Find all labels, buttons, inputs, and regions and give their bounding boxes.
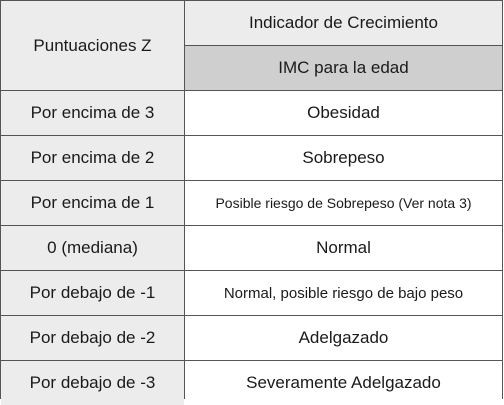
- classification-cell: Adelgazado: [185, 316, 502, 360]
- z-score-cell: 0 (mediana): [1, 226, 184, 270]
- z-score-cell: Por debajo de -1: [1, 271, 184, 315]
- growth-indicator-label: Indicador de Crecimiento: [249, 13, 438, 32]
- z-score-header: [1, 1, 184, 90]
- classification-cell: Posible riesgo de Sobrepeso (Ver nota 3): [185, 181, 502, 225]
- z-score-cell: Por encima de 1: [1, 181, 184, 225]
- growth-indicator-header: [185, 1, 502, 45]
- classification-cell: Normal, posible riesgo de bajo peso: [185, 271, 502, 315]
- bmi-for-age-header: [185, 46, 502, 90]
- z-score-cell: Por encima de 2: [1, 136, 184, 180]
- classification-cell: Obesidad: [185, 91, 502, 135]
- z-score-header-label: Puntuaciones Z: [33, 35, 152, 55]
- classification-cell: Normal: [185, 226, 502, 270]
- z-score-cell: Por debajo de -2: [1, 316, 184, 360]
- classification-cell: Sobrepeso: [185, 136, 502, 180]
- z-score-cell: Por encima de 3: [1, 91, 184, 135]
- classification-cell: Severamente Adelgazado: [185, 361, 502, 405]
- bmi-for-age-label: IMC para la edad: [278, 58, 409, 77]
- z-score-cell: Por debajo de -3: [1, 361, 184, 405]
